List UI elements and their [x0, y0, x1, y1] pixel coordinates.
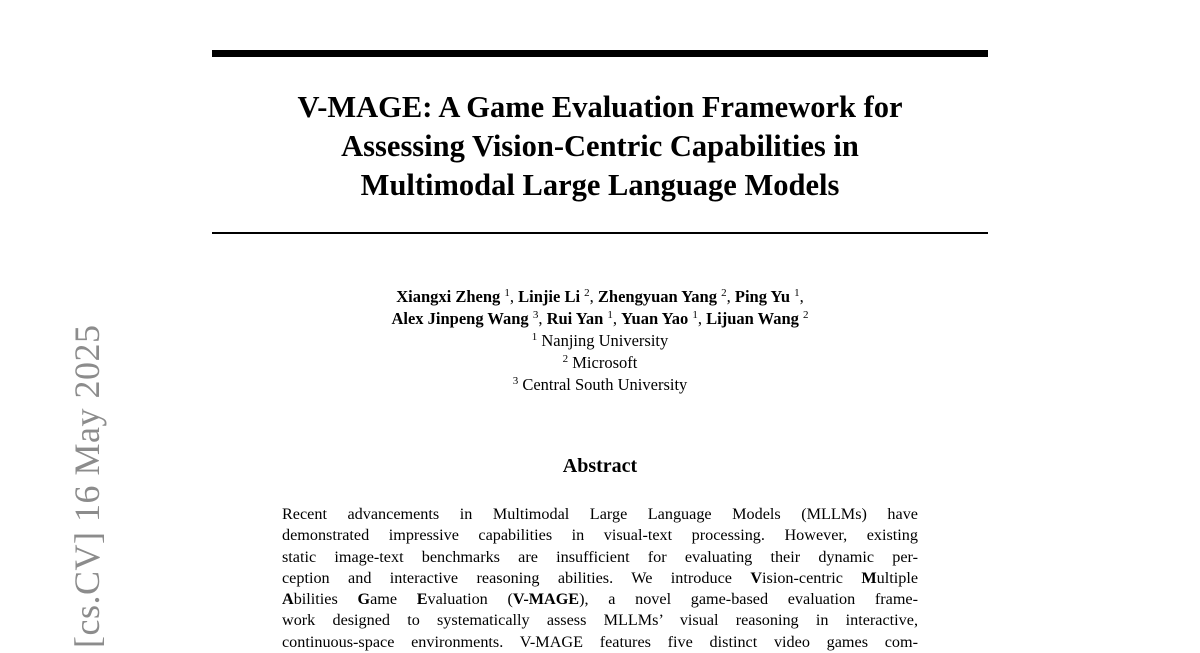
arxiv-side-stamp: [28, 296, 107, 648]
affiliation-name: Central South University: [522, 375, 688, 394]
author-name: Xiangxi Zheng: [396, 287, 501, 306]
author-aff: 2: [803, 309, 809, 321]
acronym-letter: A: [282, 590, 294, 609]
author-aff: 1: [794, 287, 800, 299]
abstract-line: [282, 568, 918, 589]
title-line: Assessing Vision-Centric Capabilities in: [341, 129, 859, 163]
abstract-line: [282, 589, 918, 610]
abstract-line: demonstrated impressive capabilities in visual-text processing. However, existing: [282, 526, 918, 545]
paper-title: [212, 88, 988, 205]
author-aff: 1: [504, 287, 510, 299]
author-aff: 1: [692, 309, 698, 321]
abstract-heading: Abstract: [562, 455, 638, 477]
author-aff: 2: [721, 287, 727, 299]
framework-name: V-MAGE: [512, 590, 580, 609]
abstract-line: static image-text benchmarks are insufficient for evaluating their dynamic per-: [282, 547, 918, 566]
title-top-rule: [212, 50, 988, 57]
affiliation: [212, 330, 988, 352]
abstract-text: ), a novel game-based evaluation frame-: [579, 590, 918, 609]
acronym-letter: M: [861, 568, 877, 587]
affiliation-number: 3: [512, 375, 519, 387]
affiliation: [212, 374, 988, 396]
author-aff: 1: [607, 309, 613, 321]
author-block: [212, 286, 988, 396]
abstract-text: ception and interactive reasoning abilities. We introduce: [282, 568, 751, 587]
abstract-text: ision-centric: [762, 568, 862, 587]
title-bottom-rule: [212, 232, 988, 234]
author-name: Rui Yan: [546, 309, 604, 328]
abstract-text: ame: [370, 590, 417, 609]
author-line: Alex Jinpeng Wang $^3$, Rui Yan $^1$, Yuan Yao $^1$, Lijuan Wang $^2$: [391, 309, 809, 328]
affiliation: [212, 352, 988, 374]
abstract-text: ultiple: [876, 568, 919, 587]
abstract-line: Recent advancements in Multimodal Large Language Models (MLLMs) have: [282, 505, 918, 523]
abstract-text: bilities: [293, 590, 358, 609]
abstract-line: continuous-space environments. V-MAGE features five distinct video games com-: [282, 632, 918, 651]
author-name: Lijuan Wang: [706, 309, 799, 328]
acronym-letter: G: [357, 590, 371, 609]
abstract-body: [282, 504, 918, 653]
author-name: Ping Yu: [734, 287, 791, 306]
author-name: Zhengyuan Yang: [597, 287, 717, 306]
author-name: Alex Jinpeng Wang: [391, 309, 529, 328]
acronym-letter: E: [416, 590, 428, 609]
title-line: V-MAGE: A Game Evaluation Framework for: [297, 90, 903, 124]
abstract-text: valuation (: [427, 590, 513, 609]
acronym-letter: V: [750, 568, 763, 587]
author-aff: 2: [584, 287, 590, 299]
abstract-line: work designed to systematically assess MLLMs’ visual reasoning in interactive,: [282, 611, 918, 630]
author-name: Linjie Li: [518, 287, 581, 306]
affiliation-number: 2: [562, 353, 569, 365]
author-line: Xiangxi Zheng $^1$, Linjie Li $^2$, Zhengyuan Yang $^2$, Ping Yu $^1$,: [396, 287, 804, 306]
affiliation-name: Microsoft: [572, 353, 638, 372]
affiliation-number: 1: [531, 331, 538, 343]
author-name: Yuan Yao: [621, 309, 689, 328]
author-aff: 3: [532, 309, 539, 321]
title-line: Multimodal Large Language Models: [360, 168, 840, 202]
arxiv-stamp-text: [cs.CV] 16 May 2025: [67, 324, 107, 648]
affiliation-name: Nanjing University: [541, 331, 669, 350]
